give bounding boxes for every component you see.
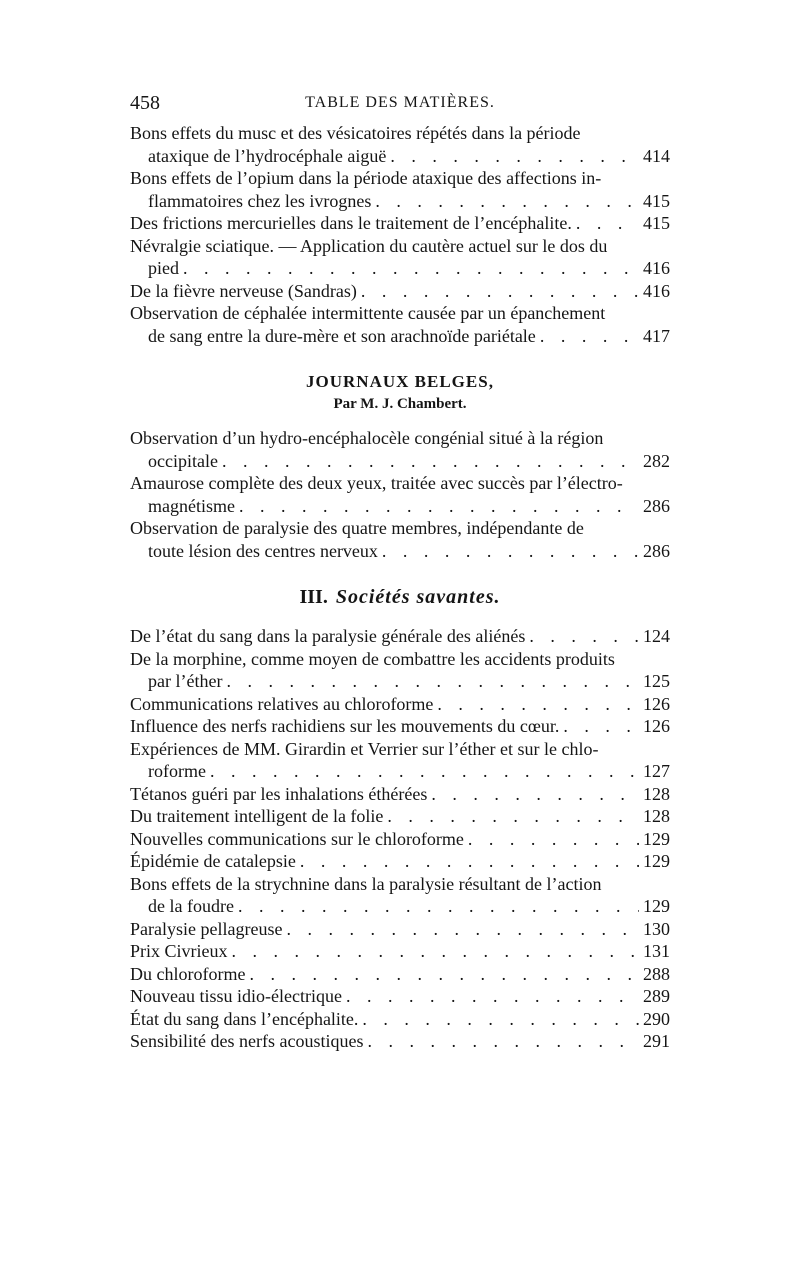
toc-entry-text: Sensibilité des nerfs acoustiques bbox=[130, 1031, 364, 1051]
dot-leader bbox=[529, 625, 639, 648]
toc-entry-text: De la fièvre nerveuse (Sandras) bbox=[130, 280, 357, 301]
toc-entry-page: 415 bbox=[643, 190, 670, 211]
section-title: Sociétés savantes. bbox=[335, 586, 501, 608]
toc-entry-row bbox=[130, 985, 670, 1008]
toc-entry-row bbox=[148, 257, 670, 280]
toc-entry-text: État du sang dans l’encéphalite. bbox=[130, 1008, 359, 1029]
toc-entry bbox=[130, 648, 670, 693]
toc-entry-page: 291 bbox=[643, 1031, 670, 1051]
toc-entry-text: Épidémie de catalepsie bbox=[130, 851, 296, 871]
toc-entry-row bbox=[148, 190, 670, 213]
toc-entry-page: 126 bbox=[643, 716, 670, 736]
toc-entry-row bbox=[130, 850, 670, 873]
dot-leader bbox=[210, 760, 639, 783]
toc-entry-page: 282 bbox=[643, 450, 670, 471]
toc-entry bbox=[130, 235, 670, 280]
toc-entry-row bbox=[148, 145, 670, 168]
toc-entry-lead: Expériences de MM. Girardin et Verrier sur l’éther et sur le chlo- bbox=[130, 738, 599, 759]
toc-group-3 bbox=[130, 625, 670, 1053]
toc-entry-row bbox=[148, 670, 670, 693]
section-title: JOURNAUX BELGES, bbox=[306, 372, 494, 391]
toc-page bbox=[130, 92, 670, 1053]
toc-entry bbox=[130, 805, 670, 828]
toc-entry-text: Communications relatives au chloroforme bbox=[130, 693, 434, 714]
toc-entry-row bbox=[130, 1030, 670, 1053]
toc-entry-page: 131 bbox=[643, 941, 670, 961]
dot-leader bbox=[226, 670, 639, 693]
toc-entry-lead: Observation de paralysie des quatre membres, indépendante de bbox=[130, 518, 584, 538]
toc-entry bbox=[130, 850, 670, 873]
toc-entry bbox=[130, 167, 670, 212]
dot-leader bbox=[222, 450, 639, 473]
dot-leader bbox=[361, 280, 639, 303]
toc-entry-row bbox=[130, 212, 670, 235]
toc-entry-page: 128 bbox=[643, 806, 670, 826]
dot-leader bbox=[238, 895, 639, 918]
toc-entry-page: 130 bbox=[643, 918, 670, 939]
toc-entry-page: 290 bbox=[643, 1008, 670, 1029]
toc-entry-text: Prix Civrieux bbox=[130, 941, 228, 961]
toc-entry-text: Nouveau tissu idio-électrique bbox=[130, 986, 342, 1006]
toc-entry bbox=[130, 427, 670, 472]
toc-entry-row bbox=[148, 540, 670, 563]
dot-leader bbox=[232, 940, 640, 963]
dot-leader bbox=[346, 985, 639, 1008]
toc-entry-lead: Observation d’un hydro-encéphalocèle congénial situé à la région bbox=[130, 428, 604, 448]
toc-entry-text: de la foudre bbox=[148, 896, 234, 916]
toc-entry-page: 128 bbox=[643, 783, 670, 804]
toc-entry-text: pied bbox=[148, 258, 179, 278]
toc-entry-lead: De la morphine, comme moyen de combattre les accidents produits bbox=[130, 648, 615, 669]
toc-entry-text: Du chloroforme bbox=[130, 963, 246, 984]
toc-entry-text: par l’éther bbox=[148, 671, 223, 691]
dot-leader bbox=[249, 963, 639, 986]
dot-leader bbox=[382, 540, 639, 563]
toc-entry-page: 417 bbox=[643, 325, 670, 346]
dot-leader bbox=[437, 693, 639, 716]
dot-leader bbox=[390, 145, 639, 168]
toc-entry bbox=[130, 625, 670, 648]
toc-entry-text: de sang entre la dure-mère et son arachnoïde pariétale bbox=[148, 325, 536, 346]
toc-entry-lead: Observation de céphalée intermittente causée par un épanchement bbox=[130, 303, 606, 323]
toc-entry-row bbox=[130, 940, 670, 963]
toc-entry bbox=[130, 1030, 670, 1053]
toc-entry-text: Des frictions mercurielles dans le traitement de l’encéphalite. bbox=[130, 213, 572, 233]
dot-leader bbox=[468, 828, 639, 851]
toc-entry bbox=[130, 828, 670, 851]
toc-entry-row bbox=[130, 918, 670, 941]
toc-entry bbox=[130, 985, 670, 1008]
toc-entry-text: flammatoires chez les ivrognes bbox=[148, 190, 372, 211]
toc-entry-row bbox=[148, 495, 670, 518]
running-title: TABLE DES MATIÈRES. bbox=[305, 94, 495, 111]
toc-entry-row bbox=[130, 1008, 670, 1031]
toc-entry-text: Paralysie pellagreuse bbox=[130, 918, 283, 939]
toc-entry-text: occipitale bbox=[148, 450, 218, 471]
toc-entry-page: 125 bbox=[643, 671, 670, 691]
toc-entry-page: 124 bbox=[643, 626, 670, 646]
section-byline: Par M. J. Chambert. bbox=[333, 396, 467, 412]
section-journaux-belges bbox=[130, 371, 670, 415]
toc-entry-page: 288 bbox=[643, 963, 670, 984]
toc-entry-lead: Bons effets de l’opium dans la période ataxique des affections in- bbox=[130, 168, 602, 188]
toc-entry bbox=[130, 715, 670, 738]
dot-leader bbox=[563, 715, 639, 738]
toc-entry-row bbox=[148, 450, 670, 473]
toc-entry-text: Influence des nerfs rachidiens sur les mouvements du cœur. bbox=[130, 716, 560, 736]
toc-entry-text: toute lésion des centres nerveux bbox=[148, 540, 378, 561]
page-header bbox=[130, 92, 670, 122]
toc-entry-row bbox=[148, 895, 670, 918]
toc-entry-page: 129 bbox=[643, 896, 670, 916]
section-numeral: III. bbox=[299, 586, 328, 608]
dot-leader bbox=[375, 190, 639, 213]
toc-entry bbox=[130, 472, 670, 517]
toc-entry bbox=[130, 1008, 670, 1031]
toc-entry bbox=[130, 122, 670, 167]
toc-entry-lead: Amaurose complète des deux yeux, traitée avec succès par l’électro- bbox=[130, 473, 623, 493]
dot-leader bbox=[239, 495, 639, 518]
toc-entry bbox=[130, 302, 670, 347]
toc-entry-row bbox=[130, 783, 670, 806]
toc-entry-text: De l’état du sang dans la paralysie générale des aliénés bbox=[130, 626, 526, 646]
toc-entry-page: 416 bbox=[643, 258, 670, 278]
dot-leader bbox=[183, 257, 639, 280]
toc-entry bbox=[130, 940, 670, 963]
toc-entry-page: 127 bbox=[643, 761, 670, 781]
toc-entry-lead: Névralgie sciatique. — Application du cautère actuel sur le dos du bbox=[130, 235, 608, 256]
toc-entry-row bbox=[148, 760, 670, 783]
toc-entry-page: 126 bbox=[643, 693, 670, 714]
toc-entry-lead: Bons effets du musc et des vésicatoires répétés dans la période bbox=[130, 123, 581, 143]
toc-entry-page: 129 bbox=[643, 828, 670, 849]
toc-entry bbox=[130, 693, 670, 716]
toc-group-2 bbox=[130, 427, 670, 562]
toc-entry-row bbox=[130, 280, 670, 303]
toc-entry bbox=[130, 280, 670, 303]
toc-entry-row bbox=[130, 963, 670, 986]
toc-entry-text: Nouvelles communications sur le chloroforme bbox=[130, 828, 464, 849]
toc-entry-text: roforme bbox=[148, 761, 206, 781]
page-number: 458 bbox=[130, 92, 160, 114]
dot-leader bbox=[367, 1030, 639, 1053]
toc-entry-page: 416 bbox=[643, 280, 670, 301]
toc-entry-text: Du traitement intelligent de la folie bbox=[130, 806, 384, 826]
toc-entry-page: 286 bbox=[643, 495, 670, 516]
toc-group-1 bbox=[130, 122, 670, 347]
dot-leader bbox=[300, 850, 639, 873]
dot-leader bbox=[540, 325, 639, 348]
toc-entry-page: 286 bbox=[643, 540, 670, 561]
toc-entry-page: 414 bbox=[643, 145, 670, 166]
dot-leader bbox=[362, 1008, 639, 1031]
toc-entry-row bbox=[148, 325, 670, 348]
toc-entry bbox=[130, 963, 670, 986]
toc-entry-text: ataxique de l’hydrocéphale aiguë bbox=[148, 145, 387, 166]
toc-entry bbox=[130, 783, 670, 806]
toc-entry-text: magnétisme bbox=[148, 495, 235, 516]
toc-entry-page: 289 bbox=[643, 986, 670, 1006]
dot-leader bbox=[387, 805, 639, 828]
dot-leader bbox=[286, 918, 639, 941]
toc-entry bbox=[130, 517, 670, 562]
toc-entry bbox=[130, 918, 670, 941]
toc-entry bbox=[130, 212, 670, 235]
toc-entry-row bbox=[130, 715, 670, 738]
dot-leader bbox=[431, 783, 639, 806]
section-societes-savantes bbox=[130, 586, 670, 609]
toc-entry-row bbox=[130, 625, 670, 648]
toc-entry-lead: Bons effets de la strychnine dans la paralysie résultant de l’action bbox=[130, 873, 602, 894]
toc-entry-page: 415 bbox=[643, 213, 670, 233]
toc-entry bbox=[130, 873, 670, 918]
toc-entry-page: 129 bbox=[643, 851, 670, 871]
toc-entry-row bbox=[130, 693, 670, 716]
dot-leader bbox=[576, 212, 639, 235]
toc-entry-text: Tétanos guéri par les inhalations éthérées bbox=[130, 783, 428, 804]
toc-entry bbox=[130, 738, 670, 783]
toc-entry-row bbox=[130, 805, 670, 828]
toc-entry-row bbox=[130, 828, 670, 851]
